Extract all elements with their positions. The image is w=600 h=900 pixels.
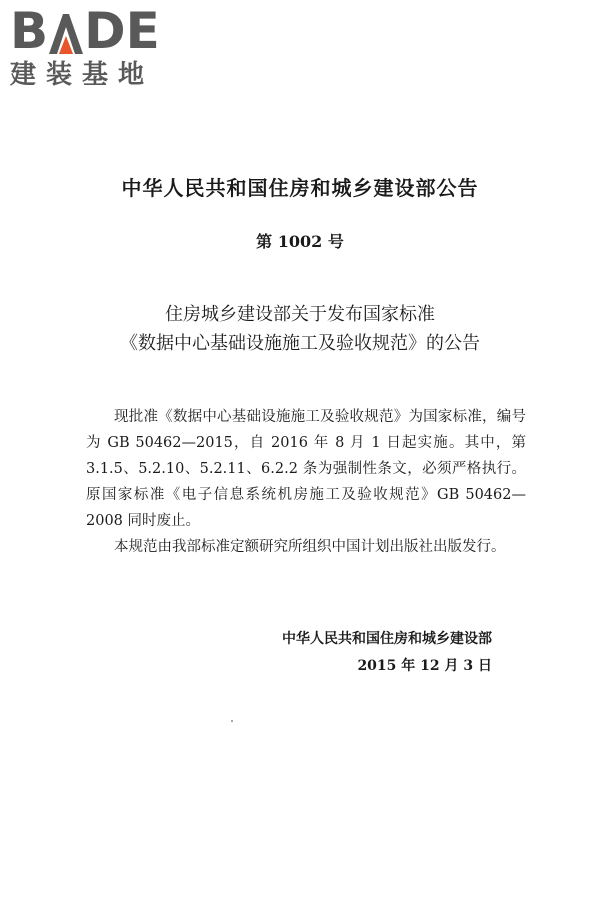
notice-paragraph-1: 现批准《数据中心基础设施施工及验收规范》为国家标准，编号为 GB 50462—2015，自 2016 年 8 月 1 日起实施。其中，第 3.1.5、5.2.10、5.2.11、6.2.2 条为强制性条文，必须严格执行。原国家标准《电子信息系统机房施工及验收规范》GB 50462—2008 同时废止。 <box>86 409 526 529</box>
bade-logo <box>10 4 180 90</box>
scan-speck <box>231 720 233 722</box>
notice-subtitle-line2: 《数据中心基础设施施工及验收规范》的公告 <box>120 333 480 354</box>
notice-subtitle-line1: 住房城乡建设部关于发布国家标准 <box>165 304 435 325</box>
signature-organization: 中华人民共和国住房和城乡建设部 <box>282 631 492 647</box>
notice-subtitle <box>0 300 600 358</box>
notice-paragraph-2: 本规范由我部标准定额研究所组织中国计划出版社出版发行。 <box>114 539 506 555</box>
logo-letter-d: D <box>84 2 126 60</box>
logo-wordmark <box>10 4 180 58</box>
logo-letter-a-icon <box>49 14 83 58</box>
logo-letter-e: E <box>125 2 160 60</box>
logo-letter-b: B <box>10 2 49 60</box>
notice-number: 第 1002 号 <box>256 232 344 251</box>
notice-title: 中华人民共和国住房和城乡建设部公告 <box>121 176 479 200</box>
signature-date: 2015 年 12 月 3 日 <box>357 658 492 674</box>
logo-subtitle: 建装基地 <box>10 60 155 90</box>
notice-body <box>86 404 526 560</box>
